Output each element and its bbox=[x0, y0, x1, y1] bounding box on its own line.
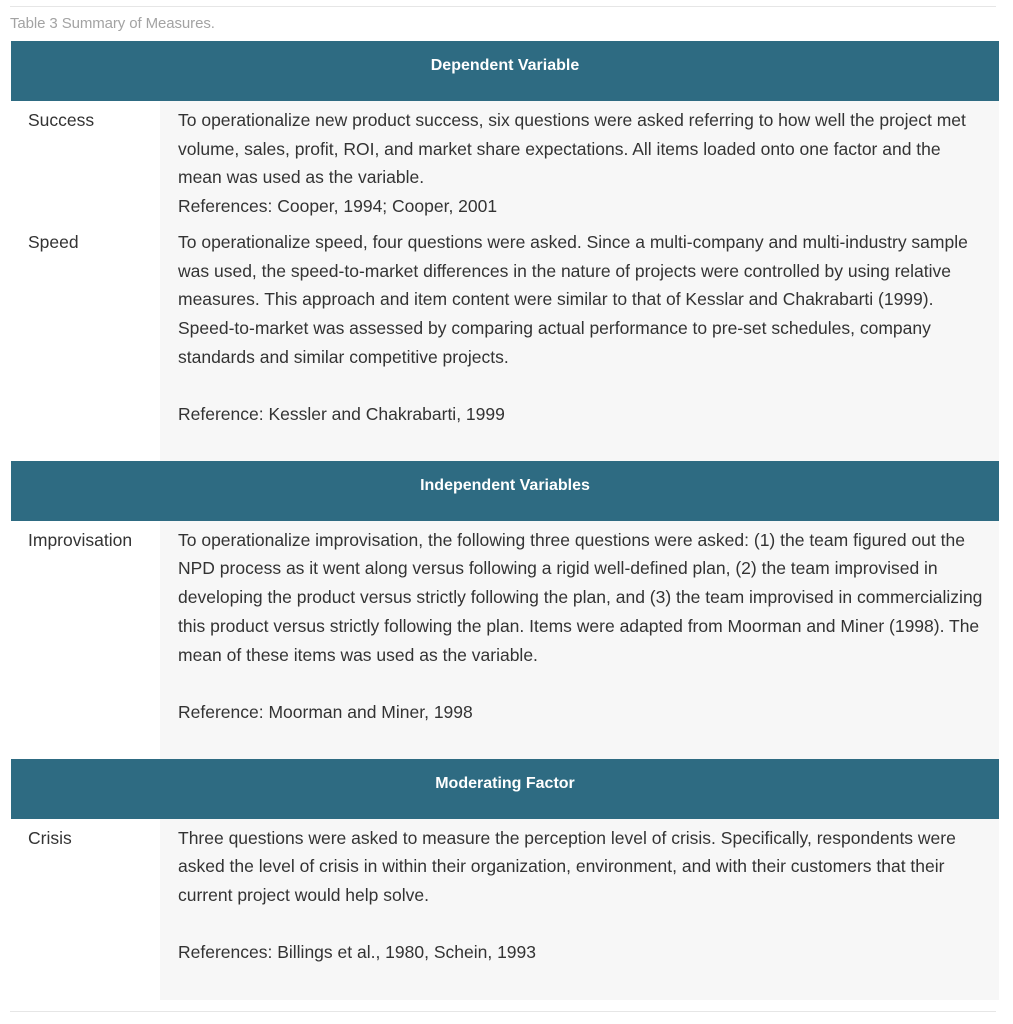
row-reference: Reference: Kessler and Chakrabarti, 1999 bbox=[178, 404, 505, 425]
row-reference: References: Billings et al., 1980, Schein, 1993 bbox=[178, 942, 536, 963]
row-label-success: Success bbox=[11, 101, 160, 221]
row-description: Three questions were asked to measure the perception level of crisis. Specifically, respondents were asked the level of crisis in within their organization, environment, and with their customers that their current project would help solve. bbox=[178, 827, 956, 906]
paragraph-gap bbox=[178, 371, 989, 400]
row-content-crisis bbox=[160, 819, 999, 1001]
row-reference: Reference: Moorman and Miner, 1998 bbox=[178, 701, 473, 722]
row-description: To operationalize new product success, six questions were asked referring to how well the project met volume, sales, profit, ROI, and market share expectations. All items loaded onto one factor and the mean was used as the variable. bbox=[178, 110, 966, 188]
table-row-improvisation bbox=[11, 521, 999, 759]
paragraph-gap bbox=[178, 669, 989, 698]
row-content-improvisation bbox=[160, 521, 999, 759]
measures-table bbox=[11, 41, 999, 1000]
row-content-success bbox=[160, 101, 999, 221]
row-description: To operationalize improvisation, the following three questions were asked: (1) the team figured out the NPD process as it went along versus following a rigid well-defined plan, (2) the team improvised in developing the product versus strictly following the plan, and (3) the team improvised in commercializing this product versus strictly following the plan. Items were adapted from Moorman and Miner (1998). The mean of these items was used as the variable. bbox=[178, 529, 983, 665]
table-row-success bbox=[11, 101, 999, 221]
row-content-speed bbox=[160, 221, 999, 461]
row-description: To operationalize speed, four questions were asked. Since a multi-company and multi-industry sample was used, the speed-to-market differences in the nature of projects were controlled by using relative measures. This approach and item content were similar to that of Kesslar and Chakrabarti (1999). Speed-to-market was assessed by comparing actual performance to pre-set schedules, company standards and similar competitive projects. bbox=[178, 231, 968, 367]
row-reference: References: Cooper, 1994; Cooper, 2001 bbox=[178, 196, 498, 217]
row-label-speed: Speed bbox=[11, 221, 160, 461]
table-caption: Table 3 Summary of Measures. bbox=[10, 15, 215, 32]
section-header-moderating-factor: Moderating Factor bbox=[11, 759, 999, 819]
table-row-crisis bbox=[11, 819, 999, 1001]
paragraph-gap bbox=[178, 910, 989, 939]
row-label-improvisation: Improvisation bbox=[11, 521, 160, 759]
top-divider bbox=[10, 6, 996, 7]
bottom-divider bbox=[10, 1011, 996, 1012]
table-row-speed bbox=[11, 221, 999, 461]
section-header-independent-variables: Independent Variables bbox=[11, 461, 999, 521]
row-label-crisis: Crisis bbox=[11, 819, 160, 1001]
section-header-dependent-variable: Dependent Variable bbox=[11, 41, 999, 101]
